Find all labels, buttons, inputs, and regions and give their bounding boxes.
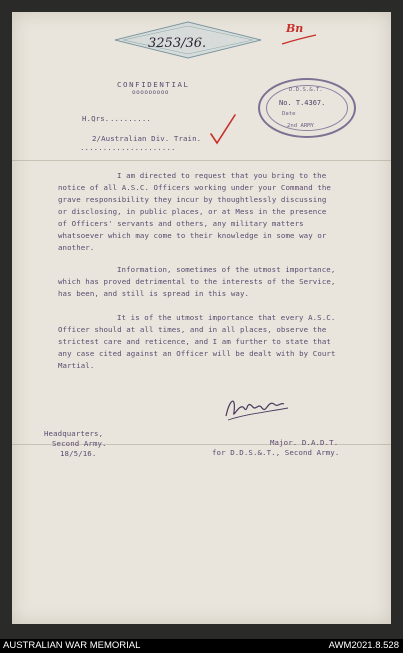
body-line: I am directed to request that you bring to the <box>117 171 327 180</box>
oval-stamp-date-label: Date <box>282 111 296 117</box>
recipient-dots-2: ..................... <box>80 143 176 152</box>
footer-institution: AUSTRALIAN WAR MEMORIAL <box>3 640 141 651</box>
body-line: any case cited against an Officer will be dealt with by Court <box>58 349 336 358</box>
body-line: whatsoever which may come to their knowledge in some way or <box>58 231 327 240</box>
origin-line-2: Second Army. <box>52 439 107 448</box>
body-line: notice of all A.S.C. Officers working under your Command the <box>58 183 331 192</box>
handwritten-signature <box>222 390 294 426</box>
body-line: Officer should at all times, and in all places, observe the <box>58 325 327 334</box>
paper-fold <box>12 160 391 161</box>
body-line: Information, sometimes of the utmost importance, <box>117 265 336 274</box>
oval-stamp-title: D.D.S.&.T. <box>289 87 323 93</box>
origin-line-1: Headquarters, <box>44 429 104 438</box>
body-line: strictest care and reticence, and I am further to state that <box>58 337 331 346</box>
recipient-line-1: H.Qrs. <box>82 114 110 123</box>
recipient-dots-1: ......... <box>110 114 151 123</box>
signature-rank: Major. D.A.D.T. <box>270 438 339 447</box>
red-underline-mark <box>280 33 320 47</box>
footer-accession-number: AWM2021.8.528 <box>328 640 399 651</box>
body-line: It is of the utmost importance that every A.S.C. <box>117 313 336 322</box>
origin-date: 18/5/16. <box>60 449 97 458</box>
body-line: of Officers' servants and others, any military matters <box>58 219 304 228</box>
oval-stamp-number: No. T.4367. <box>279 99 326 107</box>
body-line: grave responsibility they incur by thoughtlessly discussing <box>58 195 327 204</box>
heading-underline: ooooooooo <box>132 89 170 96</box>
heading-confidential: CONFIDENTIAL <box>117 80 190 89</box>
red-annotation: Bn <box>286 22 304 35</box>
body-line: has been, and still is spread in this way. <box>58 289 250 298</box>
oval-stamp-army: 2nd ARMY <box>287 123 314 129</box>
red-check-mark <box>208 112 238 146</box>
recipient-line-2: 2/Australian Div. Train. <box>92 134 202 143</box>
body-line: or disclosing, in public places, or at Mess in the presence <box>58 207 327 216</box>
file-number: 3253/36. <box>148 36 207 51</box>
body-line: another. <box>58 243 95 252</box>
body-line: which has proved detrimental to the interests of the Service, <box>58 277 336 286</box>
signature-for: for D.D.S.&.T., Second Army. <box>212 448 340 457</box>
body-line: Martial. <box>58 361 95 370</box>
